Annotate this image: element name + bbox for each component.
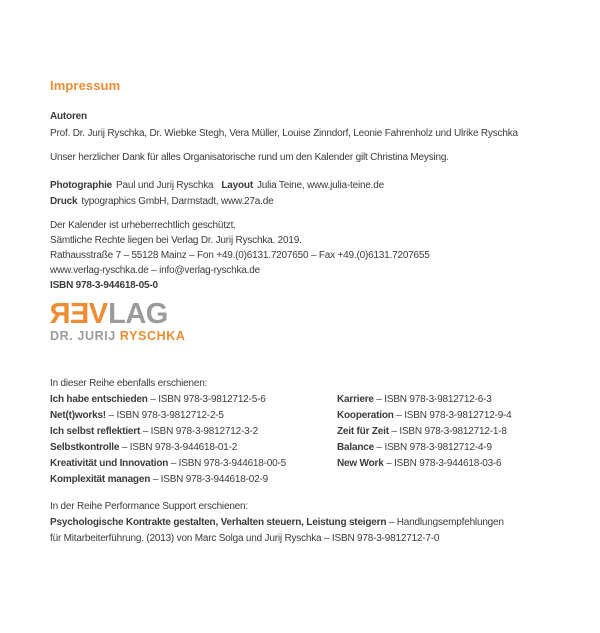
book-item — [337, 440, 560, 456]
performance-title-rest: – Handlungsempfehlungen — [386, 517, 504, 529]
book-item — [337, 408, 560, 424]
logo-subtitle-surname: RYSCHKA — [119, 329, 186, 343]
book-isbn: – ISBN 978-3-9812712-4-9 — [373, 442, 492, 453]
book-isbn: – ISBN 978-3-944618-02-9 — [150, 474, 268, 485]
book-isbn: – ISBN 978-3-944618-01-2 — [119, 442, 238, 453]
print-label: Druck — [50, 195, 78, 207]
credits-line-print — [50, 194, 384, 210]
photography-label: Photographie — [50, 180, 113, 191]
book-isbn: – ISBN 978-3-9812712-5-6 — [147, 394, 266, 405]
rights-line: Sämtliche Rechte liegen bei Verlag Dr. Jurij Ryschka. 2019. — [50, 235, 302, 246]
book-title: Kooperation — [337, 410, 394, 421]
series-column-right — [337, 392, 560, 488]
layout-label: Layout — [221, 180, 253, 191]
book-title: New Work — [337, 458, 384, 469]
performance-section — [50, 499, 504, 548]
authors-label: Autoren — [50, 111, 87, 122]
book-isbn: – ISBN 978-3-9812712-9-4 — [393, 410, 512, 421]
book-item — [337, 424, 560, 440]
series-intro: In dieser Reihe ebenfalls erschienen: — [50, 378, 208, 389]
layout-value: Julia Teine, www.julia-teine.de — [256, 180, 384, 191]
web-contact-line: www.verlag-ryschka.de – info@verlag-ryschka.de — [50, 265, 260, 276]
photography-value: Paul und Jurij Ryschka — [116, 180, 214, 191]
logo-subtitle — [50, 329, 185, 343]
book-item — [50, 456, 337, 472]
isbn-line: ISBN 978-3-944618-05-0 — [50, 280, 158, 291]
performance-title: Psychologische Kontrakte gestalten, Verhalten steuern, Leistung steigern — [50, 517, 387, 529]
book-item — [50, 408, 337, 424]
performance-detail-line: für Mitarbeiterführung. (2013) von Marc Solga und Jurij Ryschka – ISBN 978-3-9812712-7-0 — [50, 533, 440, 545]
book-item — [337, 456, 560, 472]
copyright-line: Der Kalender ist urheberrechtlich geschützt. — [50, 220, 236, 231]
publisher-logo — [50, 298, 186, 343]
book-item — [50, 392, 337, 408]
series-column-left — [50, 392, 337, 488]
credits-section — [50, 178, 384, 209]
book-isbn: – ISBN 978-3-9812712-2-5 — [105, 410, 224, 421]
thanks-note: Unser herzlicher Dank für alles Organisatorische rund um den Kalender gilt Christina Meysing. — [50, 152, 449, 163]
logo-wordmark — [50, 298, 185, 330]
book-isbn: – ISBN 978-3-944618-00-5 — [168, 458, 286, 469]
book-title: Ich habe entschieden — [50, 394, 148, 405]
book-isbn: – ISBN 978-3-9812712-3-2 — [140, 426, 258, 437]
book-item — [337, 392, 560, 408]
book-title: Selbstkontrolle — [50, 442, 120, 453]
series-columns — [50, 392, 560, 488]
logo-mirrored-letters: VER — [50, 298, 109, 330]
book-item — [50, 440, 337, 456]
print-value: typographics GmbH, Darmstadt, www.27a.de — [81, 195, 274, 207]
legal-section — [50, 218, 430, 293]
book-title: Ich selbst reflektiert — [50, 426, 141, 437]
book-title: Komplexität managen — [50, 474, 151, 485]
address-line: Rathausstraße 7 – 55128 Mainz – Fon +49.(0)6131.7207650 – Fax +49.(0)6131.7207655 — [50, 250, 430, 261]
book-title: Karriere — [337, 394, 374, 405]
book-title: Kreativität und Innovation — [50, 458, 169, 469]
book-item — [50, 472, 337, 488]
performance-intro: In der Reihe Performance Support erschienen: — [50, 501, 248, 512]
page-title: Impressum — [50, 78, 121, 93]
book-title: Zeit für Zeit — [337, 426, 389, 437]
credits-line-photo-layout — [50, 178, 384, 194]
book-item — [50, 424, 337, 440]
book-title: Balance — [337, 442, 374, 453]
authors-section — [50, 109, 518, 142]
book-isbn: – ISBN 978-3-9812712-1-8 — [388, 426, 507, 437]
logo-subtitle-name: DR. JURIJ — [50, 329, 116, 343]
authors-names: Prof. Dr. Jurij Ryschka, Dr. Wiebke Stegh, Vera Müller, Louise Zinndorf, Leonie Fahrenholz und Ulrike Ryschka — [50, 127, 518, 139]
book-title: Net(t)works! — [50, 410, 106, 421]
series-section — [50, 375, 560, 488]
performance-title-line — [50, 515, 504, 531]
book-isbn: – ISBN 978-3-9812712-6-3 — [373, 394, 492, 405]
book-isbn: – ISBN 978-3-944618-03-6 — [383, 458, 502, 469]
logo-rest-letters: LAG — [108, 298, 168, 330]
